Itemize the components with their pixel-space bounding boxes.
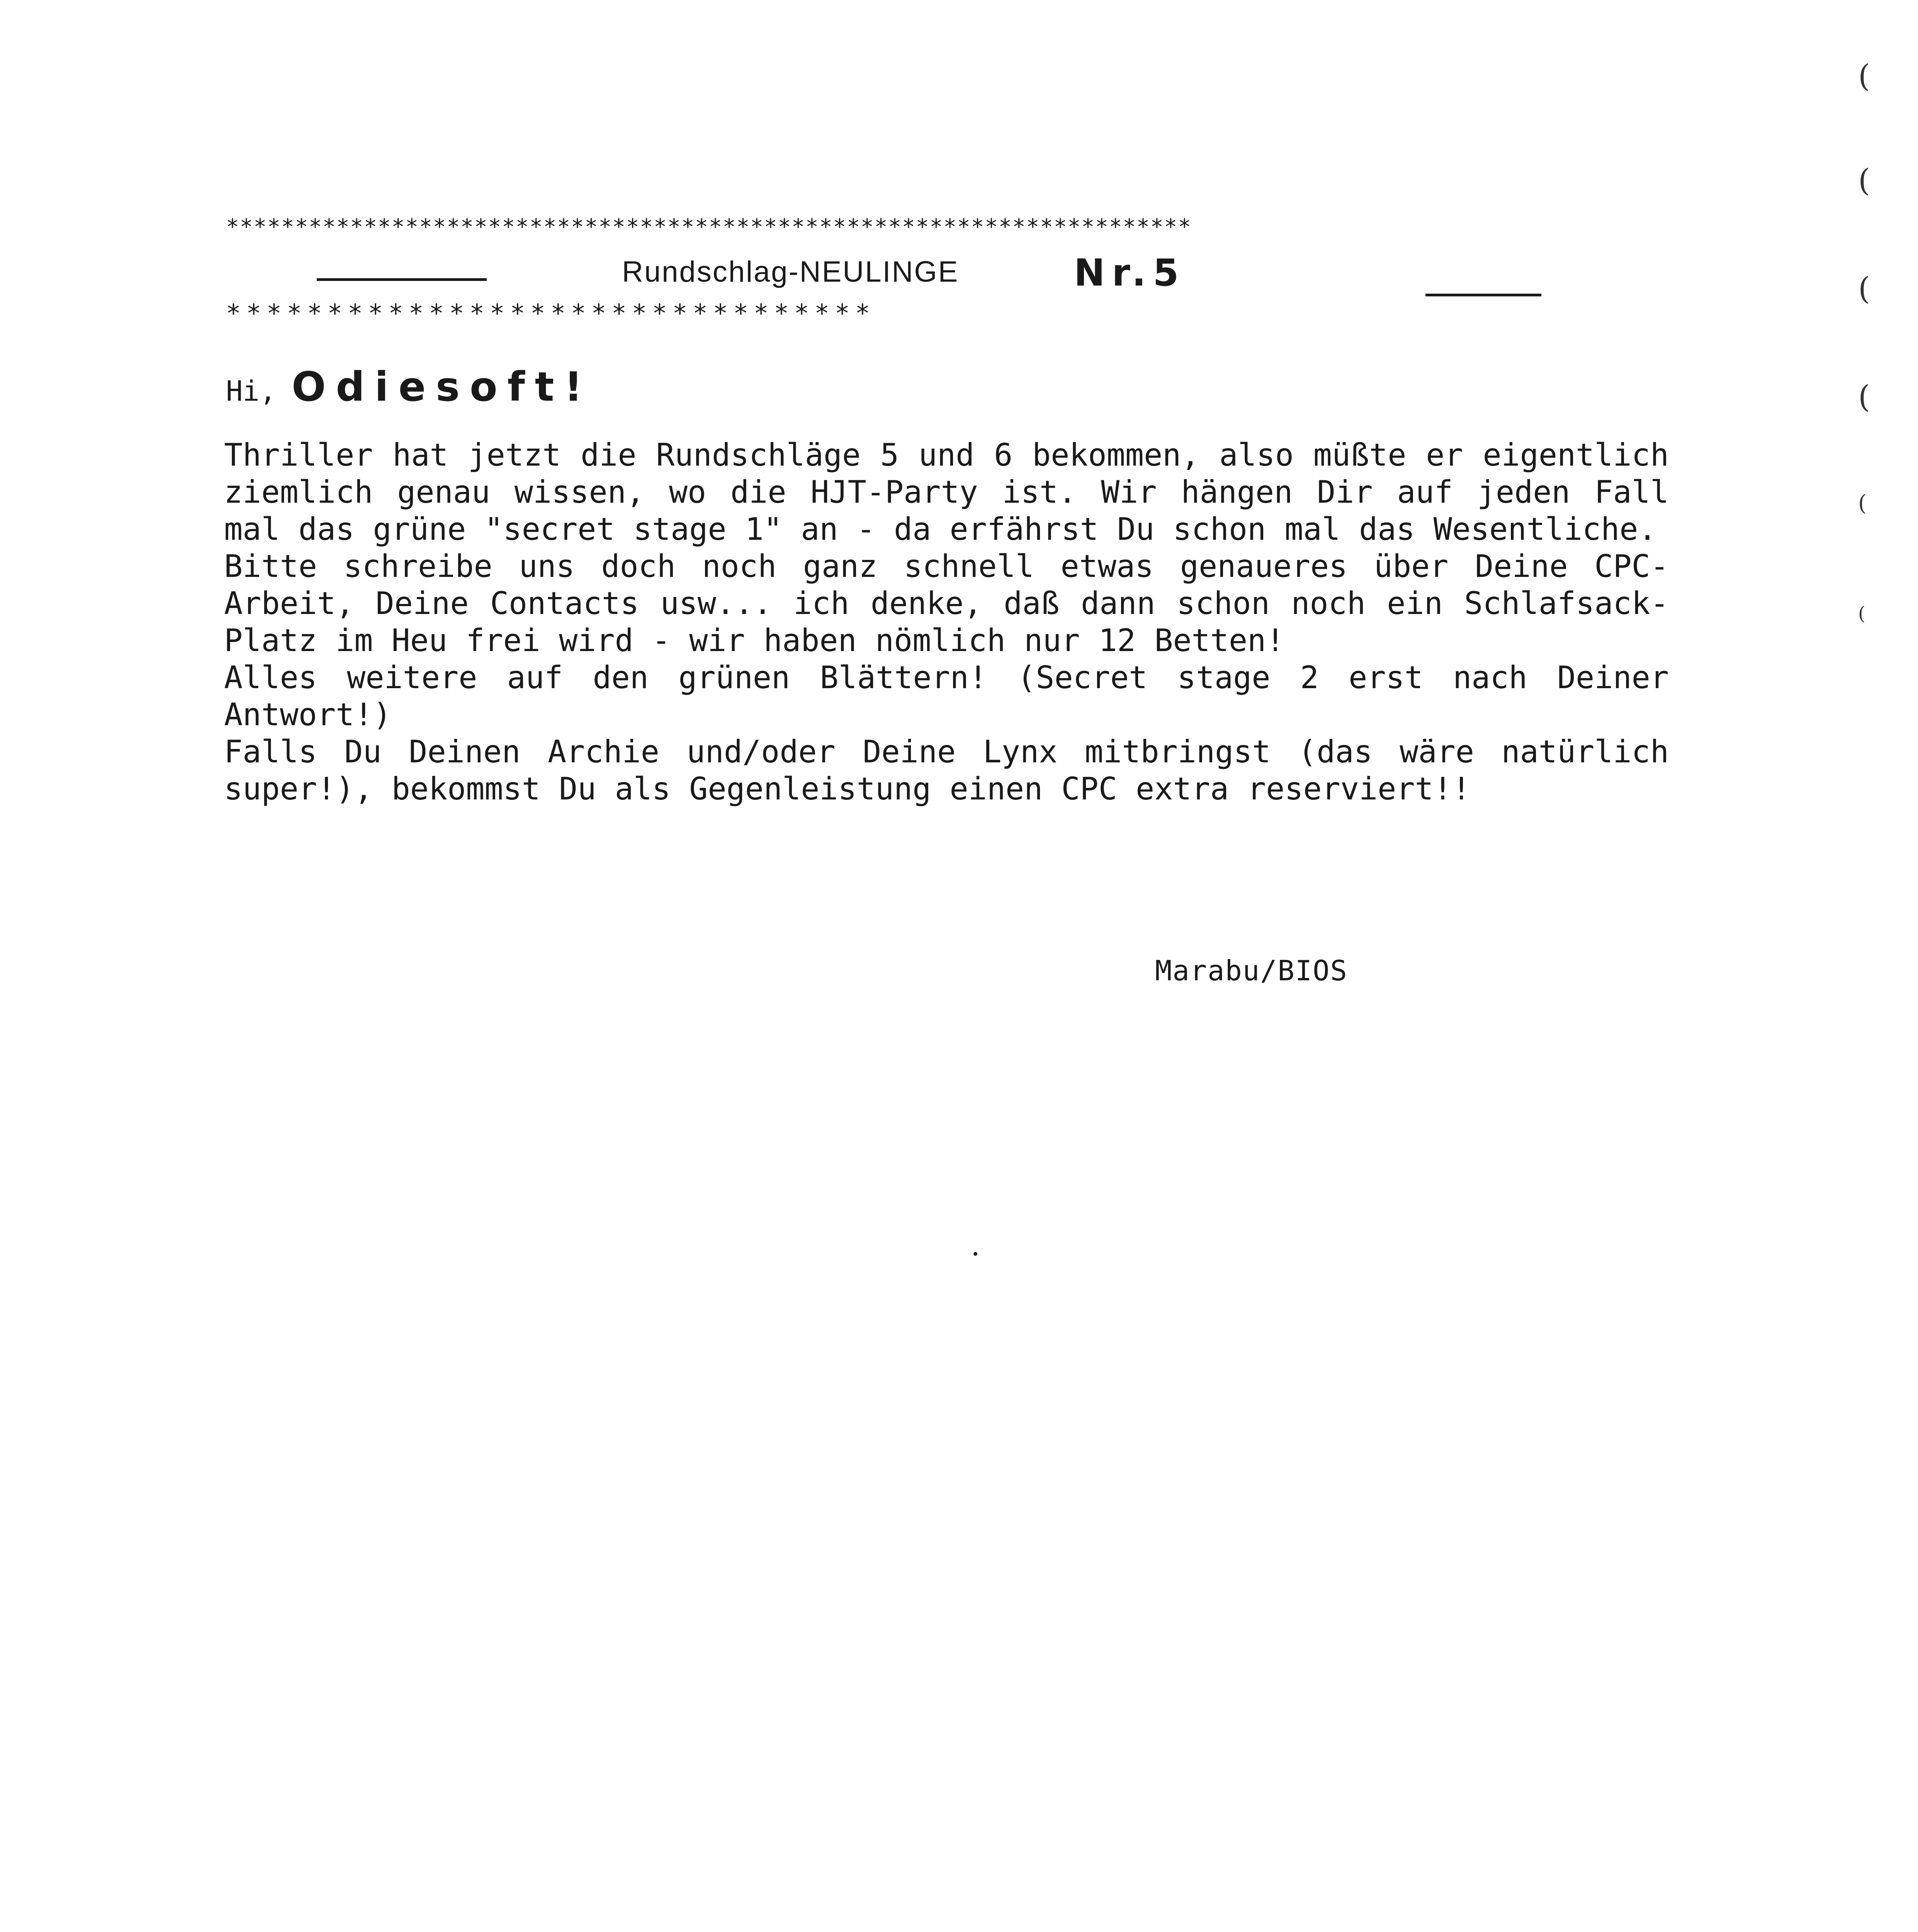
body-paragraph: Alles weitere auf den grünen Blättern! (Secret stage 2 erst nach Deiner Antwort!) (224, 660, 1669, 733)
header-star-border-top: ********************************************************************** (226, 216, 1192, 238)
title-dash-left (317, 278, 487, 281)
margin-mark: ( (1858, 162, 1870, 198)
margin-mark: ( (1858, 379, 1870, 415)
signature: Marabu/BIOS (1155, 954, 1348, 987)
newsletter-title: Rundschlag-NEULINGE (622, 255, 959, 288)
letter-body (224, 437, 1669, 808)
margin-mark: ( (1858, 270, 1870, 306)
margin-mark: ( (1858, 603, 1865, 624)
header-title-line (317, 251, 1553, 298)
header-star-border-bottom: ******************************** (226, 301, 875, 326)
margin-mark: ( (1858, 58, 1870, 94)
body-paragraph: Falls Du Deinen Archie und/oder Deine Lynx mitbringst (das wäre natürlich super!), bekommst Du als Gegenleistung einen CPC extra reserviert!! (224, 734, 1669, 807)
margin-mark: ( (1858, 491, 1867, 516)
issue-number: Nr.5 (1074, 251, 1186, 294)
body-paragraph: Bitte schreibe uns doch noch ganz schnell etwas genaueres über Deine CPC-Arbeit, Deine Contacts usw... ich denke, daß dann schon noch ein Schlafsack-Platz im Heu frei wird - wir haben nömlich nur 12 Betten! (224, 548, 1669, 658)
body-paragraph: Thriller hat jetzt die Rundschläge 5 und 6 bekommen, also müßte er eigentlich ziemlich genau wissen, wo die HJT-Party ist. Wir hängen Dir auf jeden Fall mal das grüne "secret stage 1" an - da erfährst Du schon mal das Wesentliche. (224, 437, 1669, 547)
title-dash-right (1425, 294, 1541, 296)
greeting-salutation: Hi, (226, 375, 277, 407)
greeting (226, 363, 593, 410)
greeting-recipient: Odiesoft! (292, 363, 593, 410)
scan-speck (973, 1252, 977, 1256)
